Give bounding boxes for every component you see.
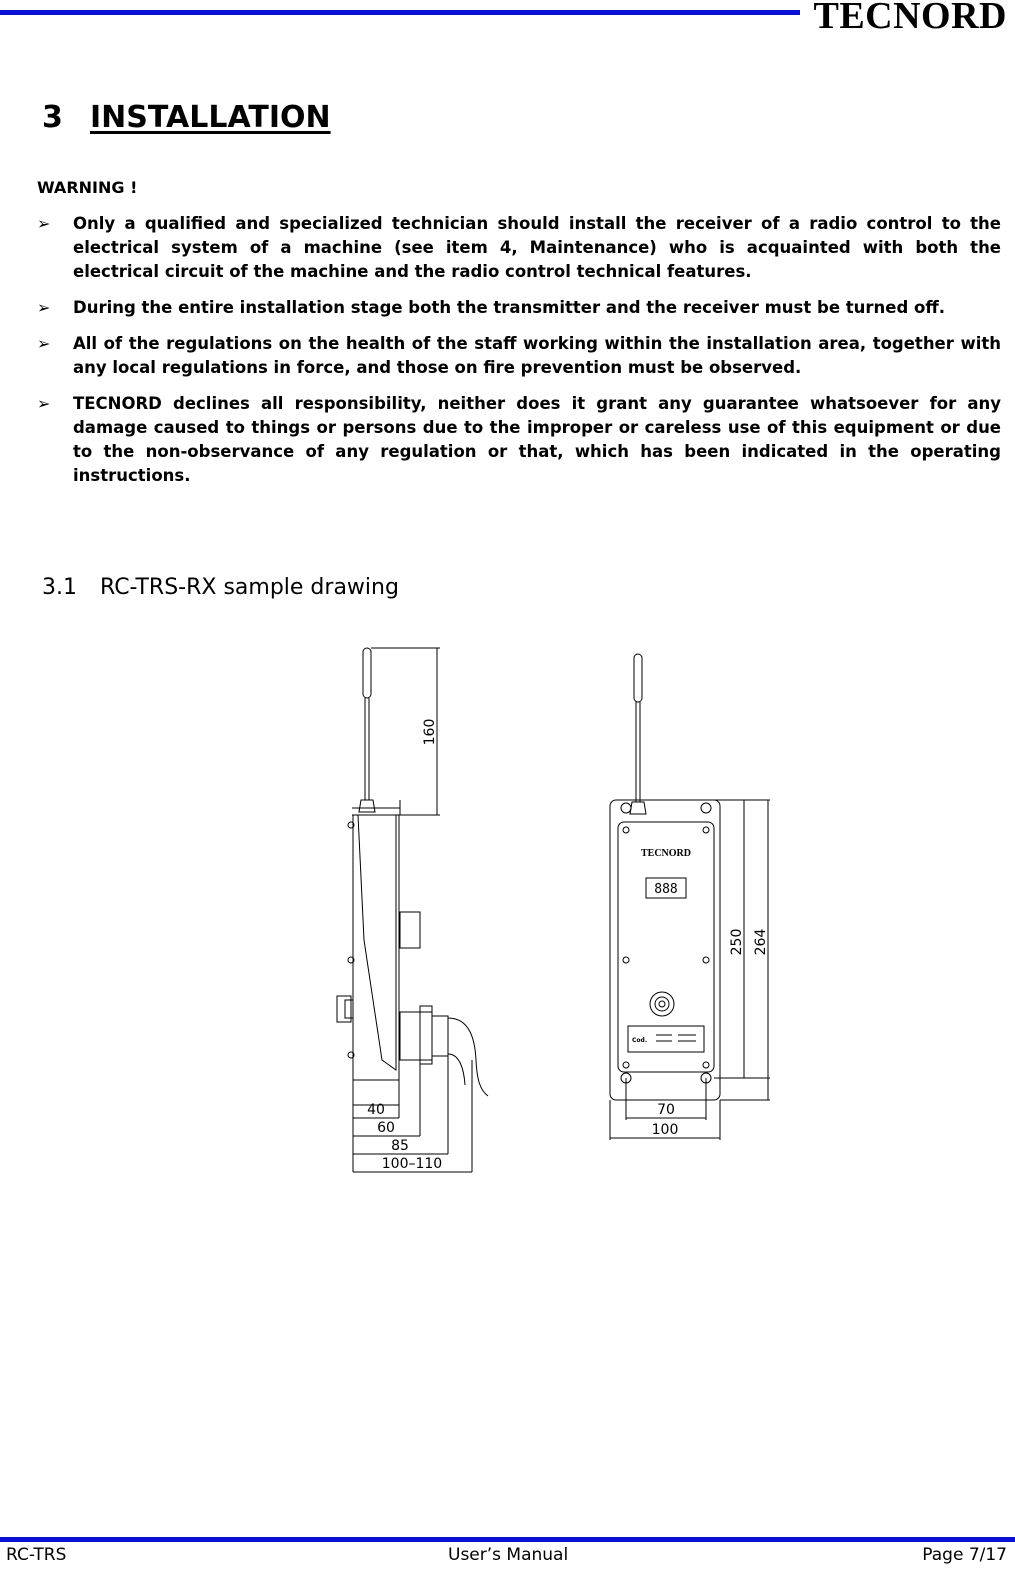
receiver-technical-drawing xyxy=(300,640,800,1180)
footer-title: User’s Manual xyxy=(448,1545,569,1565)
dim-front-inner-height: 250 xyxy=(729,928,745,956)
dim-side-2: 60 xyxy=(377,1120,395,1136)
section-title: INSTALLATION xyxy=(90,100,331,135)
header-rule xyxy=(0,10,800,15)
footer-product: RC-TRS xyxy=(6,1545,67,1565)
arrow-bullet-icon: ➢ xyxy=(37,334,51,353)
dim-front-inner-width: 70 xyxy=(657,1102,675,1118)
list-item xyxy=(37,392,1001,488)
dim-side-1: 40 xyxy=(367,1102,385,1118)
list-item-text: Only a qualified and specialized technician should install the receiver of a radio control to the electrical system of a machine (see item 4, Maintenance) who is acquainted with both the electrical circuit of the machine and the radio control technical features. xyxy=(73,214,1001,281)
list-item-text: TECNORD declines all responsibility, neither does it grant any guarantee whatsoever for any damage caused to things or persons due to the improper or careless use of this equipment or due to the non-observance of any regulation or that, which has been indicated in the operating instructions. xyxy=(73,394,1001,485)
dim-side-3: 85 xyxy=(391,1138,409,1154)
brand-logo: TECNORD xyxy=(813,0,1007,37)
dim-side-4: 100–110 xyxy=(381,1156,443,1172)
subsection-number: 3.1 xyxy=(42,575,77,600)
arrow-bullet-icon: ➢ xyxy=(37,214,51,233)
footer-rule xyxy=(0,1537,1015,1542)
front-view xyxy=(610,654,770,1140)
warning-label: WARNING ! xyxy=(37,178,138,197)
footer-page-number: Page 7/17 xyxy=(922,1545,1007,1565)
subsection-heading xyxy=(42,575,399,600)
section-number: 3 xyxy=(42,100,63,135)
dim-front-outer-width: 100 xyxy=(651,1122,679,1138)
list-item-text: All of the regulations on the health of the staff working within the installation area, together with any local regulations in force, and those on fire prevention must be observed. xyxy=(73,334,1001,377)
subsection-title: RC-TRS-RX sample drawing xyxy=(100,575,399,600)
display-readout: 888 xyxy=(654,882,678,897)
warning-list xyxy=(37,212,1001,500)
list-item xyxy=(37,296,1001,320)
list-item xyxy=(37,212,1001,284)
label-code: Cod. xyxy=(632,1037,648,1044)
dim-antenna: 160 xyxy=(422,718,438,746)
arrow-bullet-icon: ➢ xyxy=(37,298,51,317)
section-heading xyxy=(42,100,331,135)
side-view xyxy=(337,648,488,1172)
list-item-text: During the entire installation stage both the transmitter and the receiver must be turned off. xyxy=(73,298,945,317)
panel-brand: TECNORD xyxy=(640,848,692,859)
arrow-bullet-icon: ➢ xyxy=(37,394,51,413)
list-item xyxy=(37,332,1001,380)
dim-front-outer-height: 264 xyxy=(753,928,769,956)
